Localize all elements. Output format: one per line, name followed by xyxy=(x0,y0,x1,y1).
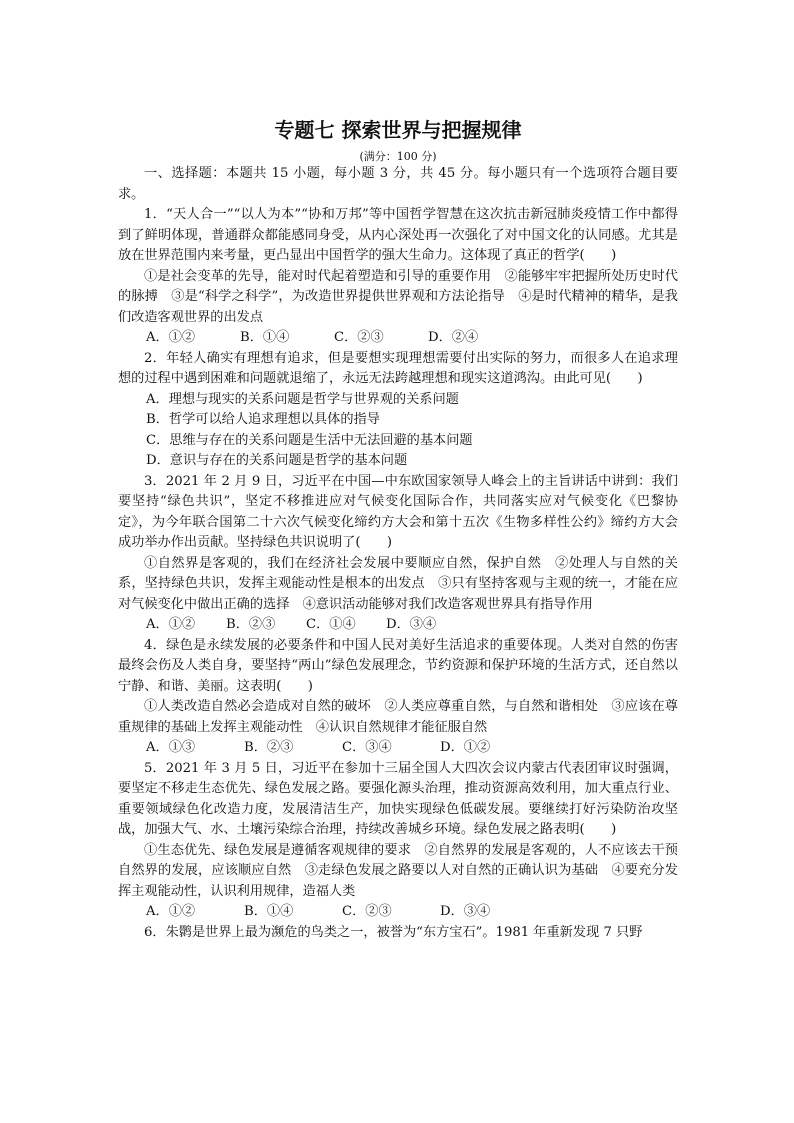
option-d: D．③④ xyxy=(440,904,491,919)
question-5-items: ①生态优先、绿色发展是遵循客观规律的要求 ②自然界的发展是客观的，人不应该去干预自然界的发展，应该顺应自然 ③走绿色发展之路要以人对自然的正确认识为基础 ④要充分发挥主观能动性，认识利用规律，造福人类 xyxy=(118,842,678,899)
question-2-option-a: A．理想与现实的关系问题是哲学与世界观的关系问题 xyxy=(146,391,459,407)
option-a: A．①② xyxy=(146,330,196,345)
question-3-options xyxy=(118,615,678,636)
question-4-items: ①人类改造自然必会造成对自然的破坏 ②人类应尊重自然，与自然和谐相处 ③应该在尊重规律的基础上发挥主观能动性 ④认识自然规律才能征服自然 xyxy=(118,699,678,735)
question-3-items: ①自然界是客观的，我们在经济社会发展中要顺应自然，保护自然 ②处理人与自然的关系，坚持绿色共识，发挥主观能动性是根本的出发点 ③只有坚持客观与主观的统一，才能在应对气候变化中做出正确的选择 ④意识活动能够对我们改造客观世界具有指导作用 xyxy=(118,555,678,612)
question-2-stem: 2．年轻人确实有理想有追求，但是要想实现理想需要付出实际的努力，而很多人在追求理想的过程中遇到困难和问题就退缩了，永远无法跨越理想和现实这道鸿沟。由此可见( ) xyxy=(118,350,678,386)
question-3-stem: 3．2021 年 2 月 9 日，习近平在中国—中东欧国家领导人峰会上的主旨讲话中讲到：我们要坚持“绿色共识”，坚定不移推进应对气候变化国际合作，共同落实应对气候变化《巴黎协定》，为今年联合国第二十六次气候变化缔约方大会和第十五次《生物多样性公约》缔约方大会成功举办作出贡献。坚持绿色共识说明了( ) xyxy=(118,473,678,550)
option-a: A．①② xyxy=(146,904,196,919)
option-b: B．②③ xyxy=(226,617,276,632)
question-1-options xyxy=(118,328,678,349)
option-c: C．②③ xyxy=(334,330,384,345)
full-score: (满分：100 分) xyxy=(359,150,437,163)
question-1-items: ①是社会变革的先导，能对时代起着塑造和引导的重要作用 ②能够牢牢把握所处历史时代的脉搏 ③是“科学之科学”，为改造世界提供世界观和方法论指导 ④是时代精神的精华，是我们改造客观世界的出发点 xyxy=(118,268,678,325)
option-b: B．①④ xyxy=(240,330,290,345)
option-c: C．②③ xyxy=(342,904,392,919)
option-b: B．②③ xyxy=(244,740,294,755)
option-c: C．①④ xyxy=(306,617,356,632)
document-content xyxy=(118,115,678,943)
option-b: B．①④ xyxy=(244,904,294,919)
option-d: D．①② xyxy=(440,740,491,755)
question-2-option-d: D．意识与存在的关系问题是哲学的基本问题 xyxy=(146,453,408,468)
option-c: C．③④ xyxy=(342,740,392,755)
section-heading: 一、选择题：本题共 15 小题，每小题 3 分，共 45 分。每小题只有一个选项符合题目要求。 xyxy=(118,166,678,202)
option-d: D．③④ xyxy=(386,617,437,632)
option-a: A．①③ xyxy=(146,740,196,755)
question-2-option-c: C．思维与存在的关系问题是生活中无法回避的基本问题 xyxy=(146,432,473,448)
question-6-stem: 6．朱鹮是世界上最为濒危的鸟类之一，被誉为“东方宝石”。1981 年重新发现 7 只野 xyxy=(144,924,643,940)
question-4-options xyxy=(118,738,678,759)
page-title: 专题七 探索世界与把握规律 xyxy=(274,118,522,142)
question-4-stem: 4．绿色是永续发展的必要条件和中国人民对美好生活追求的重要体现。人类对自然的伤害最终会伤及人类自身，要坚持“两山”绿色发展理念，节约资源和保护环境的生活方式，还自然以宁静、和谐、美丽。这表明( ) xyxy=(118,637,678,694)
option-d: D．②④ xyxy=(428,330,479,345)
question-5-options xyxy=(118,902,678,923)
question-1-stem: 1．“天人合一”“以人为本”“协和万邦”等中国哲学智慧在这次抗击新冠肺炎疫情工作中都得到了鲜明体现，普通群众都能感同身受，从内心深处再一次强化了对中国文化的认同感。尤其是放在世界范围内来考量，更凸显出中国哲学的强大生命力。这体现了真正的哲学( ) xyxy=(118,207,678,263)
question-2-option-b: B．哲学可以给人追求理想以具体的指导 xyxy=(146,412,380,427)
question-5-stem: 5．2021 年 3 月 5 日，习近平在参加十三届全国人大四次会议内蒙古代表团审议时强调，要坚定不移走生态优先、绿色发展之路。要强化源头治理，推动资源高效利用，加大重点行业、重要领域绿色化改造力度，发展清洁生产，加快实现绿色低碳发展。要继续打好污染防治攻坚战，加强大气、水、土壤污染综合治理，持续改善城乡环境。绿色发展之路表明( ) xyxy=(118,760,678,837)
option-a: A．①② xyxy=(146,617,196,632)
